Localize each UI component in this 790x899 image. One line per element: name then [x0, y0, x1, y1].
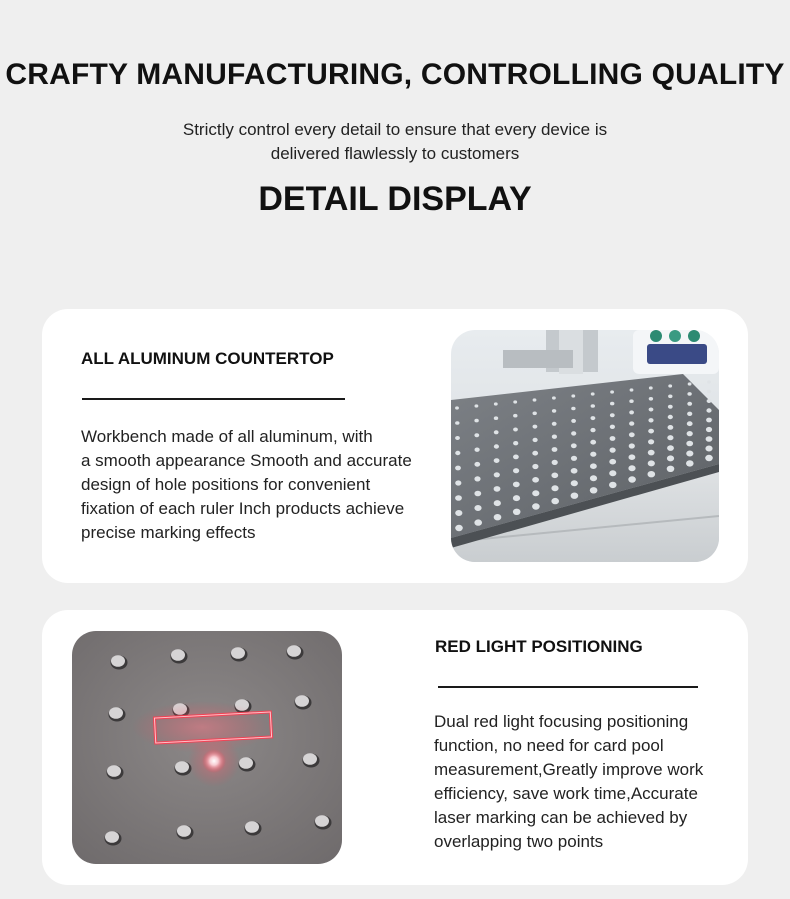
- worktable-hole: [513, 509, 521, 515]
- worktable-hole: [610, 436, 616, 441]
- worktable-hole: [111, 655, 125, 667]
- worktable-hole: [494, 402, 498, 405]
- worktable-hole: [551, 485, 558, 491]
- feature-description: [81, 425, 451, 545]
- worktable-hole: [686, 460, 694, 466]
- worktable-hole: [705, 455, 713, 461]
- worktable-hole: [648, 460, 655, 466]
- worktable-hole: [475, 404, 479, 407]
- worktable-hole: [533, 398, 537, 401]
- worktable-hole: [648, 429, 654, 434]
- worktable-hole: [455, 495, 462, 501]
- subtitle: [145, 118, 645, 166]
- subtitle-line-1: Strictly control every detail to ensure that every device is: [182, 120, 608, 139]
- worktable-hole: [649, 408, 654, 412]
- description-line: function, no need for card pool: [434, 736, 664, 755]
- worktable-hole: [667, 435, 673, 440]
- worktable-hole: [513, 468, 519, 473]
- worktable-hole: [668, 384, 672, 387]
- worktable-hole: [571, 443, 577, 448]
- worktable-hole: [455, 466, 461, 471]
- worktable-hole: [707, 380, 711, 383]
- worktable-hole: [303, 753, 317, 765]
- worktable-hole: [494, 514, 502, 520]
- worktable-hole: [455, 510, 462, 516]
- worktable-hole: [455, 451, 460, 455]
- worktable-hole: [455, 421, 459, 425]
- worktable-hole: [590, 452, 596, 457]
- worktable-hole: [513, 400, 517, 403]
- description-line: laser marking can be achieved by: [434, 808, 688, 827]
- worktable-hole: [513, 495, 520, 501]
- worktable-hole: [177, 825, 191, 837]
- worktable-hole: [513, 455, 519, 460]
- worktable-hole: [552, 447, 558, 452]
- worktable-hole: [630, 388, 634, 391]
- worktable-hole: [629, 443, 635, 448]
- worktable-hole: [591, 416, 596, 420]
- feature-description: [434, 710, 734, 854]
- worktable-hole: [687, 421, 693, 426]
- worktable-hole: [590, 428, 595, 432]
- worktable-hole: [610, 413, 615, 417]
- worktable-hole: [533, 438, 538, 442]
- red-light-positioning-photo: [72, 631, 342, 864]
- worktable-hole: [667, 455, 674, 461]
- worktable-hole: [590, 475, 597, 481]
- worktable-hole: [609, 470, 616, 476]
- worktable-hole: [706, 436, 713, 442]
- worktable-hole: [667, 466, 675, 472]
- worktable-hole: [687, 431, 693, 436]
- worktable-hole: [705, 446, 712, 452]
- worktable-hole: [648, 471, 656, 477]
- worktable-hole: [532, 464, 538, 469]
- worktable-hole: [629, 421, 634, 425]
- description-line: design of hole positions for convenient: [81, 475, 371, 494]
- worktable-hole: [533, 412, 537, 416]
- worktable-hole: [707, 390, 711, 394]
- worktable-hole: [315, 815, 329, 827]
- worktable-hole: [571, 431, 576, 435]
- feature-title: ALL ALUMINUM COUNTERTOP: [81, 349, 334, 368]
- worktable-hole: [455, 525, 463, 531]
- worktable-hole: [494, 472, 500, 477]
- worktable-hole: [628, 476, 636, 482]
- worktable-hole: [571, 493, 579, 499]
- worktable-hole: [474, 462, 480, 467]
- worktable-hole: [706, 427, 712, 432]
- worktable-hole: [494, 416, 498, 420]
- worktable-hole: [171, 649, 185, 661]
- worktable-hole: [513, 428, 518, 432]
- worktable-hole: [648, 439, 654, 444]
- worktable-hole: [552, 460, 558, 465]
- worktable-hole: [532, 451, 538, 456]
- worktable-hole: [687, 392, 691, 396]
- worktable-hole: [551, 473, 558, 479]
- worktable-hole: [668, 415, 673, 419]
- laser-focus-spot: [202, 749, 226, 773]
- worktable-hole: [494, 458, 500, 463]
- worktable-hole: [668, 395, 672, 399]
- worktable-hole: [494, 444, 499, 448]
- section-title: DETAIL DISPLAY: [258, 180, 532, 218]
- description-line: a smooth appearance Smooth and accurate: [81, 451, 412, 470]
- worktable-hole: [513, 414, 517, 418]
- description-line: Dual red light focusing positioning: [434, 712, 689, 731]
- description-line: fixation of each ruler Inch products achieve: [81, 499, 405, 518]
- worktable-hole: [494, 486, 501, 492]
- worktable-hole: [667, 445, 674, 451]
- worktable-hole: [533, 425, 538, 429]
- aluminum-worktable-photo: [451, 330, 719, 562]
- worktable-hole: [629, 399, 633, 403]
- worktable-hole: [571, 407, 575, 411]
- worktable-hole: [628, 465, 635, 471]
- worktable-hole: [532, 503, 540, 509]
- worktable-hole: [239, 757, 253, 769]
- worktable-hole: [295, 695, 309, 707]
- worktable-hole: [532, 477, 539, 483]
- worktable-hole: [455, 480, 461, 485]
- worktable-hole: [629, 410, 634, 414]
- worktable-hole: [707, 399, 712, 403]
- worktable-hole: [610, 425, 615, 429]
- worktable-hole: [571, 456, 577, 461]
- worktable-hole: [532, 490, 539, 496]
- feature-card-aluminum: [42, 309, 748, 583]
- worktable-hole: [687, 402, 692, 406]
- worktable-hole: [474, 433, 479, 437]
- worktable-hole: [231, 647, 245, 659]
- worktable-hole: [571, 468, 578, 474]
- worktable-hole: [590, 440, 596, 445]
- worktable-hole: [474, 476, 480, 481]
- worktable-hole: [571, 419, 576, 423]
- worktable-hole: [706, 408, 711, 412]
- worktable-hole: [175, 761, 189, 773]
- description-line: Workbench made of all aluminum, with: [81, 427, 373, 446]
- worktable-hole: [610, 402, 614, 406]
- worktable-hole: [107, 765, 121, 777]
- subtitle-line-2: delivered flawlessly to customers: [270, 144, 520, 163]
- title-divider: [438, 686, 698, 688]
- worktable-hole: [513, 441, 518, 445]
- description-line: overlapping two points: [434, 832, 604, 851]
- worktable-hole: [610, 448, 616, 453]
- title-divider: [82, 398, 345, 400]
- worktable-hole: [552, 422, 557, 426]
- worktable-hole: [105, 831, 119, 843]
- worktable-hole: [474, 505, 481, 511]
- worktable-hole: [686, 451, 693, 457]
- worktable-hole: [590, 463, 597, 469]
- worktable-hole: [686, 441, 693, 447]
- worktable-hole: [552, 396, 556, 399]
- worktable-hole: [474, 491, 481, 497]
- worktable-hole: [629, 432, 635, 437]
- worktable-hole: [475, 448, 480, 452]
- worktable-hole: [591, 392, 595, 395]
- worktable-hole: [687, 412, 692, 416]
- worktable-hole: [591, 404, 595, 408]
- feature-card-red-light: [42, 610, 748, 885]
- worktable-hole: [648, 418, 653, 422]
- worktable-hole: [552, 409, 556, 413]
- worktable-hole: [706, 418, 712, 423]
- worktable-hole: [609, 482, 617, 488]
- worktable-hole: [474, 519, 482, 525]
- worktable-hole: [668, 405, 673, 409]
- worktable-hole: [513, 482, 520, 488]
- worktable-hole: [552, 435, 557, 439]
- worktable-hole: [649, 386, 653, 389]
- feature-title: RED LIGHT POSITIONING: [435, 637, 643, 656]
- worktable-hole: [245, 821, 259, 833]
- worktable-hole: [688, 382, 692, 385]
- worktable-hole: [551, 498, 559, 504]
- description-line: efficiency, save work time,Accurate: [434, 784, 698, 803]
- headline: CRAFTY MANUFACTURING, CONTROLLING QUALITY: [5, 58, 785, 91]
- worktable-hole: [668, 425, 674, 430]
- description-line: measurement,Greatly improve work: [434, 760, 704, 779]
- worktable-hole: [109, 707, 123, 719]
- worktable-hole: [494, 500, 501, 506]
- worktable-hole: [494, 430, 499, 434]
- worktable-hole: [609, 459, 616, 465]
- description-line: precise marking effects: [81, 523, 256, 542]
- worktable-hole: [455, 406, 459, 409]
- worktable-hole: [571, 480, 578, 486]
- worktable-hole: [474, 419, 478, 423]
- worktable-hole: [287, 645, 301, 657]
- worktable-hole: [629, 454, 636, 460]
- worktable-hole: [571, 394, 575, 397]
- worktable-hole: [590, 487, 598, 493]
- worktable-hole: [455, 436, 460, 440]
- worktable-hole: [610, 390, 614, 393]
- worktable-hole: [648, 450, 655, 456]
- worktable-hole: [649, 397, 653, 401]
